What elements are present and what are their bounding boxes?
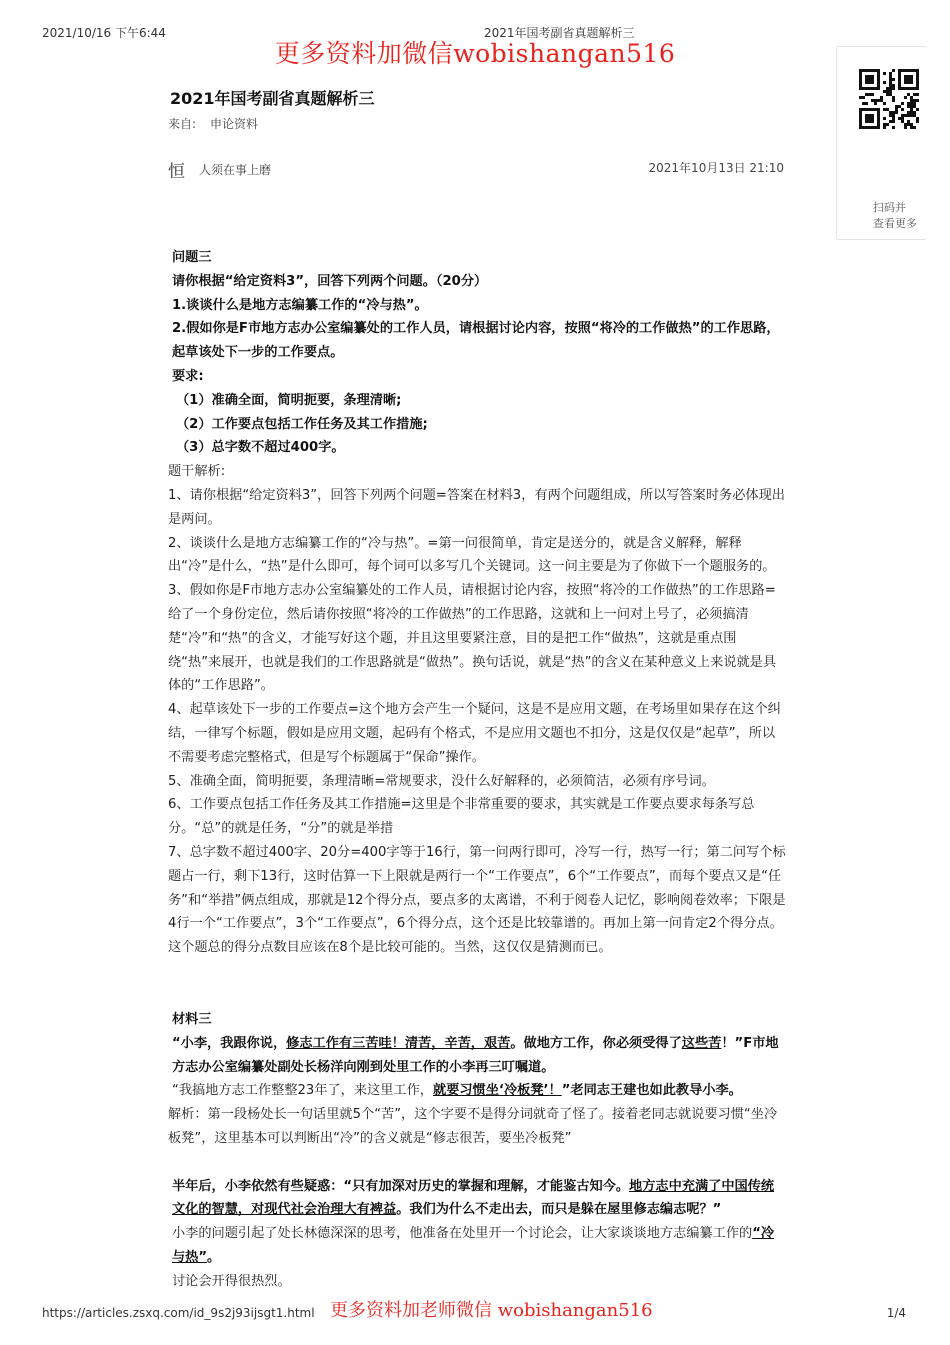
analysis-item: 4、起草该处下一步的工作要点=这个地方会产生一个疑问，这是不是应用文题，在考场里如果存在这个纠结，一律写个标题，假如是应用文题，起码有个格式，不是应用文题也不扣分，这是仅仅是“起草”，所以不需要考虑完整格式，但是写个标题属于“保命”操作。 (168, 702, 781, 765)
source-link[interactable]: 申论资料 (210, 117, 259, 131)
analysis-item: 6、工作要点包括工作任务及其工作措施=这里是个非常重要的要求，其实就是工作要点要求每条写总分。“总”的就是任务，“分”的就是举措 (168, 797, 755, 837)
print-datetime: 2021/10/16 下午6:44 (42, 26, 166, 40)
article-title: 2021年国考副省真题解析三 (170, 89, 375, 108)
question-heading: 问题三 (172, 250, 212, 265)
material-para-2: “我搞地方志工作整整23年了，来这里工作，就要习惯坐‘冷板凳’！”老同志王建也如此教导小李。 (172, 1083, 742, 1099)
publish-date: 2021年10月13日 21:10 (648, 161, 784, 175)
author-name[interactable]: 人须在事上磨 (199, 163, 272, 177)
requirement-2: （2）工作要点包括工作任务及其工作措施; (176, 416, 428, 432)
analysis-item: 5、准确全面，简明扼要，条理清晰=常规要求，没什么好解释的，必须简洁，必须有序号词。 (168, 773, 715, 789)
requirement-3: （3）总字数不超过400字。 (176, 440, 345, 456)
question-2: 2.假如你是F市地方志办公室编纂处的工作人员，请根据讨论内容，按照“将冷的工作做热”的工作思路，起草该处下一步的工作要点。 (172, 321, 780, 361)
analysis-item: 1、请你根据“给定资料3”，回答下列两个问题=答案在材料3，有两个问题组成，所以写答案时务必体现出是两问。 (168, 487, 785, 527)
analysis-item: 3、假如你是F市地方志办公室编纂处的工作人员，请根据讨论内容，按照“将冷的工作做热”的工作思路=给了一个身份定位，然后请你按照“将冷的工作做热”的工作思路，这就和上一问对上号了，必须搞清楚“冷”和“热”的含义，才能写好这个题，并且这里要紧注意，目的是把工作“做热”，这就是重点围绕“热”来展开，也就是我们的工作思路就是“做热”。换句话说，就是“热”的含义在某种意义上来说就是具体的“工作思路”。 (168, 583, 777, 694)
qr-caption-2: 查看更多 (873, 217, 917, 230)
footer-page-number: 1/4 (886, 1306, 906, 1320)
qr-code-icon[interactable] (859, 69, 919, 129)
watermark-top: 更多资料加微信wobishangan516 (274, 39, 676, 68)
footer-url[interactable]: https://articles.zsxq.com/id_9s2j93ijsgt1.html (42, 1306, 315, 1320)
analysis-item: 7、总字数不超过400字、20分=400字等于16行，第一问两行即可，冷写一行，热写一行；第二问写个标题占一行，剩下13行，这时估算一下上限就是两行一个“工作要点”，6个“工作要点”，而每个要点又是“任务”和“举措”俩点组成，那就是12个得分点，要点多的太离谱，不利于阅卷人记忆，影响阅卷效率；下限是4行一个“工作要点”，3个“工作要点”，6个得分点，这个还是比较靠谱的。再加上第一问肯定2个得分点。这个题总的得分点数目应该在8个是比较可能的。当然，这仅仅是猜测而已。 (168, 844, 786, 956)
material-para-4: 半年后，小李依然有些疑惑：“只有加深对历史的掌握和理解，才能鉴古知今。地方志中充满了中国传统文化的智慧，对现代社会治理大有裨益。我们为什么不走出去，而只是躲在屋里修志编志呢？” (172, 1178, 775, 1218)
source-label: 来自: (168, 117, 197, 131)
article-body (168, 246, 786, 1294)
print-doc-title: 2021年国考副省真题解析三 (484, 26, 635, 40)
analysis-item: 2、谈谈什么是地方志编纂工作的“冷与热”。=第一问很简单，肯定是送分的，就是含义解释，解释出“冷”是什么，“热”是什么即可，每个词可以多写几个关键词。这一问主要是为了你做下一个题服务的。 (168, 535, 776, 575)
article-source (168, 115, 272, 132)
material-para-6: 讨论会开得很热烈。 (172, 1273, 291, 1289)
material-para-5: 小李的问题引起了处长林德深深的思考，他准备在处里开一个讨论会，让大家谈谈地方志编纂工作的“冷与热”。 (172, 1226, 775, 1266)
material-analysis: 解析：第一段杨处长一句话里就5个“苦”，这个字要不是得分词就奇了怪了。接着老同志就说要习惯“坐冷板凳”，这里基本可以判断出“冷”的含义就是“修志很苦，要坐冷板凳” (168, 1107, 778, 1146)
requirement-1: （1）准确全面，简明扼要，条理清晰; (176, 392, 402, 408)
material-para-1: “小李，我跟你说，修志工作有三苦哇！清苦，辛苦，艰苦。做地方工作，你必须受得了这些苦！”F市地方志办公室编纂处副处长杨洋向刚到处里工作的小李再三叮嘱道。 (172, 1035, 779, 1075)
qr-caption-1: 扫码并 (873, 201, 906, 214)
analysis-label: 题干解析: (168, 464, 226, 480)
author-row (168, 157, 271, 182)
requirements-label: 要求: (172, 368, 204, 384)
question-1: 1.谈谈什么是地方志编纂工作的“冷与热”。 (172, 297, 428, 313)
qr-panel (836, 46, 927, 240)
watermark-bottom: 更多资料加老师微信 wobishangan516 (330, 1300, 653, 1321)
author-avatar[interactable]: 恒 (168, 162, 185, 182)
question-prompt: 请你根据“给定资料3”，回答下列两个问题。（20分） (172, 273, 488, 289)
material-heading: 材料三 (172, 1011, 212, 1027)
